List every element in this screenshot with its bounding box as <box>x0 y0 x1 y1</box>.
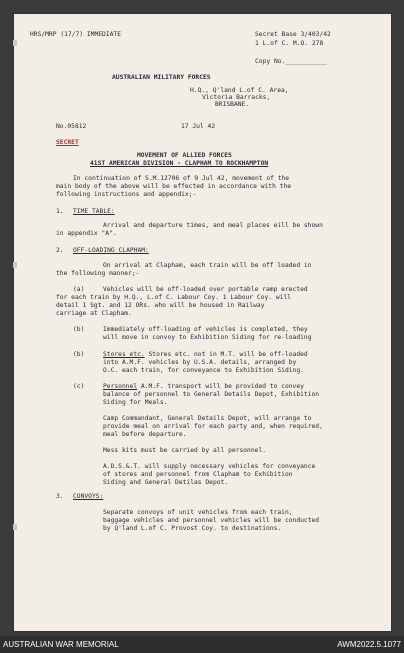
section-text: Arrival and departure times, and meal places eill be shown <box>103 222 323 229</box>
address-line: Victoria Barracks, <box>202 94 271 101</box>
section-number: 2. <box>56 247 64 254</box>
item-text: Mess kits must be carried by all personnel. <box>103 447 267 454</box>
archive-reference: AWM2022.5.1077 <box>337 640 401 649</box>
item-text: Vehicles will be off-loaded over portable ramp erected <box>103 286 308 293</box>
item-text <box>103 351 308 358</box>
item-label: (a) <box>73 286 85 293</box>
document-date: 17 Jul 42 <box>181 123 216 130</box>
item-text: of stores and personnel from Clapham to Exhibition <box>103 471 293 478</box>
section-heading: OFF-LOADING CLAPHAM: <box>73 247 149 254</box>
section-text: by Q'land L.of C. Provost Coy. to destinations. <box>103 525 282 532</box>
document-number: No.05812 <box>56 123 87 130</box>
item-label: (b) <box>73 326 85 333</box>
lofc-ref: 1 L.of C. M.O. 278 <box>255 40 324 47</box>
item-label: (c) <box>73 383 85 390</box>
secret-base-ref: Secret Base 3/403/42 <box>255 31 331 38</box>
binder-hole <box>13 262 17 268</box>
section-number: 1. <box>56 208 64 215</box>
copy-number: Copy No.___________ <box>255 58 328 65</box>
address-line: BRISBANE. <box>215 101 250 108</box>
item-text: carriage at Clapham. <box>56 310 132 317</box>
archive-footer <box>0 636 404 653</box>
section-text: On arrival at Clapham, each train will be off loaded in <box>103 262 312 269</box>
section-heading: TIME TABLE: <box>73 208 115 215</box>
section-number: 3. <box>56 493 64 500</box>
item-text: Siding and General Detilas Depot. <box>103 479 229 486</box>
item-heading: Stores etc. <box>103 351 145 358</box>
classification-stamp: SECRET <box>56 139 79 146</box>
archive-name: AUSTRALIAN WAR MEMORIAL <box>3 640 119 649</box>
organisation-name: AUSTRALIAN MILITARY FORCES <box>112 74 211 81</box>
item-text: will move in convoy to Exhibition Siding for re-loading <box>103 334 312 341</box>
item-text: A.D.S.&.T. will supply necessary vehicles for conveyance <box>103 463 316 470</box>
item-text: O.C. each train, for conveyance to Exhibition Siding. <box>103 367 304 374</box>
item-text <box>103 383 304 390</box>
section-text: in appendix "A". <box>56 230 117 237</box>
intro-line: In continuation of S.M.12706 of 9 Jul 42, movement of the <box>73 175 290 182</box>
item-text: Siding for Meals. <box>103 399 168 406</box>
section-text: Separate convoys of unit vehicles from each train, <box>103 509 293 516</box>
document-title: MOVEMENT OF ALLIED FORCES <box>137 152 232 159</box>
binder-hole <box>13 40 17 46</box>
section-text: baggage vehicles and personnel vehicles will be conducted <box>103 517 320 524</box>
reference-line: HRS/MRP (17/7) IMMEDIATE <box>30 31 121 38</box>
item-text: into A.M.F. vehicles by U.S.A. details, arranged by <box>103 359 297 366</box>
item-text: provide meal on arrival for each party and, when required, <box>103 423 323 430</box>
intro-line: following instructions and appendix;- <box>56 191 197 198</box>
document-subtitle: 41ST AMERICAN DIVISION - CLAPHAM TO ROCKHAMPTON <box>90 160 269 167</box>
item-text-first: Stores etc. not in M.T. will be off-loaded <box>144 351 308 358</box>
item-text: Immediately off-loading of vehicles is completed, they <box>103 326 308 333</box>
address-line: H.Q., Q'land L.of C. Area, <box>190 87 289 94</box>
item-text: for each train by H.Q., L.of C. Labour Coy. 1 Labour Coy. will <box>56 294 292 301</box>
section-heading: CONVOYS: <box>73 493 104 500</box>
item-text: meal before departure. <box>103 431 187 438</box>
item-heading: Personnel <box>103 383 138 390</box>
binder-hole <box>13 524 17 530</box>
section-text: the following manner;- <box>56 270 140 277</box>
item-text: balance of personnel to General Details Depot, Exhibition <box>103 391 320 398</box>
intro-line: main body of the above will be effected in accordance with the <box>56 183 292 190</box>
item-text: detail 1 Sgt. and 12 ORs. who will be housed in Railway <box>56 302 265 309</box>
item-label: (b) <box>73 351 85 358</box>
item-text-first: A.M.F. transport will be provided to convey <box>137 383 304 390</box>
item-text: Camp Commandant, General Details Depot, will arrange to <box>103 415 312 422</box>
document-page <box>14 14 391 631</box>
